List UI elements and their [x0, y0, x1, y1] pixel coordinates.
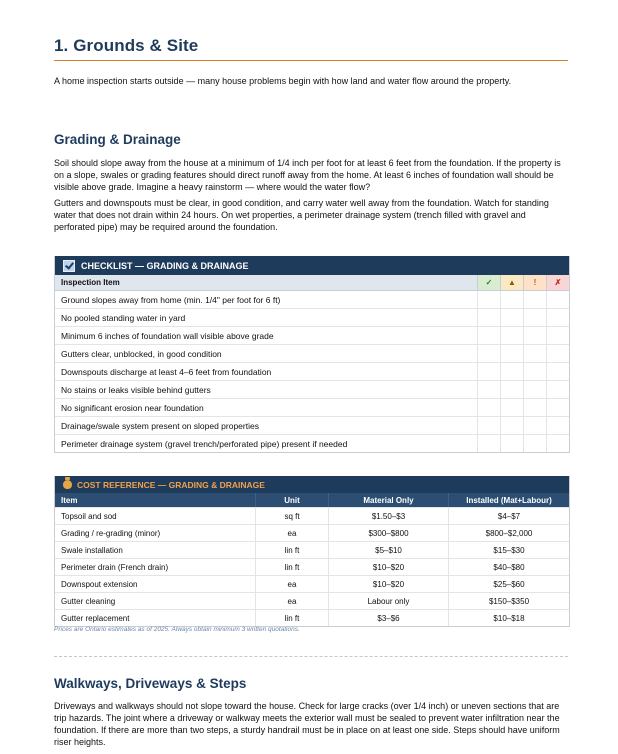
status-checkbox-fail[interactable]: [546, 345, 569, 362]
status-checkbox-attention[interactable]: [523, 309, 546, 326]
cost-unit: ea: [255, 575, 328, 592]
status-checkbox-monitor[interactable]: [500, 417, 523, 434]
grading-paragraph-1: Soil should slope away from the house at a minimum of 1/4 inch per foot for at least 6 feet from the foundation. If the property is on a slope, swales or grading features should direct runoff away from the home. At least 6 inches of foundation wall should be visible above grade. Imagine a heavy rainstorm — where would the water flow?: [54, 158, 561, 192]
cost-item: Gutter replacement: [55, 609, 255, 626]
cost-material: $3–$6: [328, 609, 448, 626]
cost-unit: lin ft: [255, 558, 328, 575]
status-checkbox-monitor[interactable]: [500, 309, 523, 326]
cost-material: $10–$20: [328, 558, 448, 575]
checklist-row: [55, 381, 569, 399]
checklist-row: [55, 309, 569, 327]
cost-material: Labour only: [328, 592, 448, 609]
status-checkbox-ok[interactable]: [477, 417, 500, 434]
cost-material: $300–$800: [328, 524, 448, 541]
checklist-item-label: Gutters clear, unblocked, in good condition: [61, 348, 222, 359]
status-checkbox-attention[interactable]: [523, 291, 546, 308]
cost-material: $5–$10: [328, 541, 448, 558]
cost-item: Grading / re-grading (minor): [55, 524, 255, 541]
intro-paragraph: A home inspection starts outside — many house problems begin with how land and water flow around the property.: [54, 76, 512, 86]
cost-installed: $800–$2,000: [448, 524, 569, 541]
status-col-ok: ✓: [477, 275, 500, 290]
checklist-row: [55, 363, 569, 381]
checklist-table: [54, 256, 570, 453]
status-checkbox-attention[interactable]: [523, 381, 546, 398]
checklist-row: [55, 399, 569, 417]
checklist-column-header: [55, 275, 569, 291]
checklist-item-label: No stains or leaks visible behind gutters: [61, 384, 211, 395]
status-checkbox-ok[interactable]: [477, 291, 500, 308]
status-checkbox-attention[interactable]: [523, 417, 546, 434]
checklist-row: [55, 291, 569, 309]
cost-installed: $15–$30: [448, 541, 569, 558]
cost-installed: $40–$80: [448, 558, 569, 575]
cost-material: $1.50–$3: [328, 507, 448, 524]
status-col-fail: ✗: [546, 275, 569, 290]
checklist-item-label: Minimum 6 inches of foundation wall visible above grade: [61, 330, 274, 341]
status-checkbox-fail[interactable]: [546, 381, 569, 398]
checklist-row: [55, 327, 569, 345]
status-checkbox-monitor[interactable]: [500, 291, 523, 308]
cost-note: Prices are Ontario estimates as of 2025. Always obtain minimum 3 written quotations.: [54, 626, 300, 633]
cost-item: Gutter cleaning: [55, 592, 255, 609]
status-checkbox-ok[interactable]: [477, 309, 500, 326]
checklist-row: [55, 417, 569, 435]
status-col-monitor: ▲: [500, 275, 523, 290]
cost-grid: [55, 493, 569, 626]
cost-col-installed: Installed (Mat+Labour): [448, 493, 569, 507]
status-checkbox-ok[interactable]: [477, 345, 500, 362]
status-checkbox-attention[interactable]: [523, 435, 546, 452]
cost-item: Swale installation: [55, 541, 255, 558]
cost-unit: ea: [255, 592, 328, 609]
grading-heading: Grading & Drainage: [54, 132, 181, 147]
status-checkbox-ok[interactable]: [477, 381, 500, 398]
checklist-item-label: Perimeter drainage system (gravel trench/perforated pipe) present if needed: [61, 438, 348, 449]
cost-header: [55, 476, 569, 493]
status-checkbox-attention[interactable]: [523, 327, 546, 344]
cost-item: Topsoil and sod: [55, 507, 255, 524]
checklist-row: [55, 345, 569, 363]
status-checkbox-monitor[interactable]: [500, 345, 523, 362]
walkways-heading: Walkways, Driveways & Steps: [54, 676, 247, 691]
cost-col-unit: Unit: [255, 493, 328, 507]
cost-installed: $25–$60: [448, 575, 569, 592]
grading-paragraph-2: Gutters and downspouts must be clear, in good condition, and carry water well away from the foundation. Watch for standing water that does not drain within 24 hours. On wet properties, a perimeter drainage system (trench filled with gravel and perforated pipe) may be required around the foundation.: [54, 198, 549, 232]
status-checkbox-fail[interactable]: [546, 417, 569, 434]
checklist-title: CHECKLIST — GRADING & DRAINAGE: [81, 260, 249, 271]
status-checkbox-monitor[interactable]: [500, 363, 523, 380]
status-checkbox-ok[interactable]: [477, 327, 500, 344]
cost-unit: ea: [255, 524, 328, 541]
status-checkbox-ok[interactable]: [477, 399, 500, 416]
status-checkbox-fail[interactable]: [546, 435, 569, 452]
checklist-item-label: No pooled standing water in yard: [61, 312, 186, 323]
status-checkbox-attention[interactable]: [523, 363, 546, 380]
status-checkbox-fail[interactable]: [546, 327, 569, 344]
status-checkbox-fail[interactable]: [546, 309, 569, 326]
cost-col-item: Item: [55, 493, 255, 507]
status-checkbox-monitor[interactable]: [500, 399, 523, 416]
status-checkbox-fail[interactable]: [546, 399, 569, 416]
checklist-rows: [55, 291, 569, 452]
checklist-item-label: Drainage/swale system present on sloped properties: [61, 420, 259, 431]
status-checkbox-attention[interactable]: [523, 399, 546, 416]
status-checkbox-monitor[interactable]: [500, 327, 523, 344]
status-col-attention: !: [523, 275, 546, 290]
checkbox-icon: [63, 260, 75, 272]
cost-title: COST REFERENCE — GRADING & DRAINAGE: [77, 479, 265, 490]
status-checkbox-attention[interactable]: [523, 345, 546, 362]
section-title: 1. Grounds & Site: [54, 36, 199, 55]
status-checkbox-monitor[interactable]: [500, 435, 523, 452]
cost-material: $10–$20: [328, 575, 448, 592]
cost-unit: sq ft: [255, 507, 328, 524]
status-checkbox-monitor[interactable]: [500, 381, 523, 398]
cost-item: Downspout extension: [55, 575, 255, 592]
cost-col-material: Material Only: [328, 493, 448, 507]
cost-unit: lin ft: [255, 609, 328, 626]
checklist-item-label: No significant erosion near foundation: [61, 402, 204, 413]
checklist-column-label: Inspection Item: [61, 278, 120, 287]
money-bag-icon: [63, 480, 72, 489]
walkways-paragraph: Driveways and walkways should not slope toward the house. Check for large cracks (over 1/4 inch) or uneven sections that are trip hazards. The joint where a driveway or walkway meets the exterior wall must be sealed to prevent water infiltration near the foundation. If there are more than two steps, a sturdy handrail must be in place on at least one side. Steps should have uniform riser heights.: [54, 701, 560, 747]
cost-installed: $4–$7: [448, 507, 569, 524]
cost-installed: $150–$350: [448, 592, 569, 609]
status-checkbox-ok[interactable]: [477, 363, 500, 380]
title-rule: [54, 60, 568, 61]
cost-unit: lin ft: [255, 541, 328, 558]
checklist-item-label: Downspouts discharge at least 4–6 feet from foundation: [61, 366, 272, 377]
checklist-header: [55, 256, 569, 275]
status-checkbox-ok[interactable]: [477, 435, 500, 452]
cost-table: [54, 476, 570, 627]
section-divider: [54, 656, 568, 657]
status-checkbox-fail[interactable]: [546, 363, 569, 380]
cost-item: Perimeter drain (French drain): [55, 558, 255, 575]
status-checkbox-fail[interactable]: [546, 291, 569, 308]
cost-installed: $10–$18: [448, 609, 569, 626]
checklist-row: [55, 435, 569, 452]
checklist-item-label: Ground slopes away from home (min. 1/4" per foot for 6 ft): [61, 294, 281, 305]
